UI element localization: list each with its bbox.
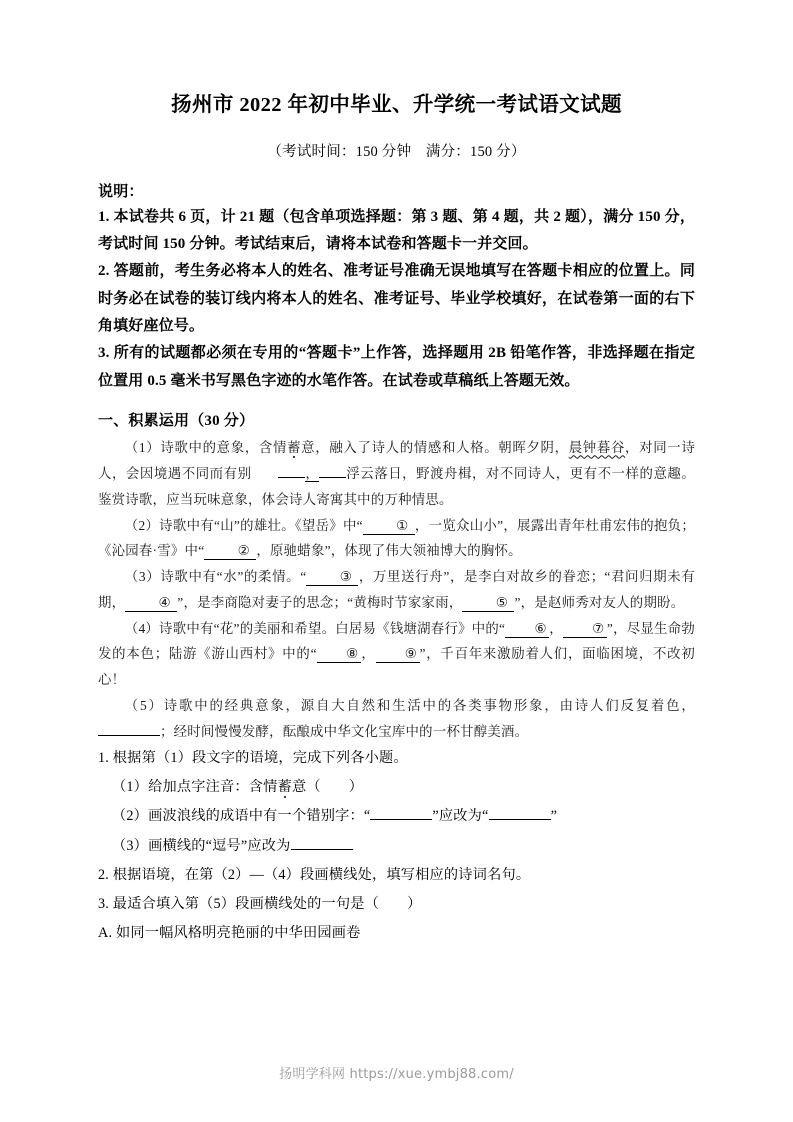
stem-3-part-b: ，万里送行舟”，是李白对故乡的眷恋；“君问归期未有期， [98,569,695,610]
page-title: 扬州市 2022 年初中毕业、升学统一考试语文试题 [171,94,622,116]
answer-blank-10[interactable] [98,735,160,736]
stem-2-part-b: ，一览众山小”，展露出青年杜甫宏伟的抱负；《沁园春·雪》中“ [98,517,695,559]
stem-paragraph-3 [98,564,695,615]
q1-sub1-part-c: ） [348,779,364,796]
stem-1-lead-part-a: （1）诗歌中的意象，含情 [124,440,288,456]
answer-blank-9[interactable]: ⑨ [376,646,420,663]
footer-watermark: 扬明学科网 https://xue.ymbj88.com/ [279,1067,514,1082]
stem-1-lead-part-b: 意，融入了诗人的情感和人格。朝晖夕阴， [301,440,569,456]
wavy-underlined-idiom: 晨钟暮谷 [568,440,626,456]
punctuation-answer-blank[interactable] [291,849,353,850]
section-heading-accumulation: 一、积累运用（30 分） [98,412,255,429]
blank-segment-left[interactable] [278,477,305,478]
stem-paragraph-1 [98,435,695,512]
stem-5-part-b: ；经时间慢慢发酵，酝酿成中华文化宝库中的一杯甘醇美酒。 [160,723,529,739]
question-1-sub-2 [98,802,695,831]
answer-blank-4[interactable]: ④ [125,595,177,612]
question-1-sub-3 [98,832,695,861]
notice-block [98,161,695,395]
q1-sub1-part-b: 意（ [291,779,321,796]
question-2-stem: 2. 根据语境，在第（2）—（4）段画横线处，填写相应的诗词名句。 [98,866,531,883]
stem-4-part-b: ， [549,620,563,636]
q1-sub2-part-c: ” [550,808,558,825]
stem-4-part-d: ， [360,646,376,662]
answer-blank-2[interactable]: ② [204,543,256,560]
notice-item-1: 1. 本试卷共 6 页，计 21 题（包含单项选择题：第 3 题、第 4 题，共 2 题），满分 150 分，考试时间 150 分钟。考试结束后，请将本试卷和答题卡一并交回。 [98,208,695,253]
answer-blank-6[interactable]: ⑥ [505,621,549,638]
question-3-option-a[interactable]: A. 如同一幅风格明亮艳丽的中华田园画卷 [98,924,361,941]
stem-3-part-d: ”，是赵师秀对友人的期盼。 [514,594,685,610]
question-1-stem: 1. 根据第（1）段文字的语境，完成下列各小题。 [98,750,408,767]
blank-with-comma[interactable] [252,461,346,487]
notice-label: 说明： [98,183,144,200]
stem-2-part-a: （2）诗歌中有“山”的雄壮。《望岳》中“ [124,517,363,533]
question-1-sub-1 [98,773,695,802]
stem-4-part-c: ”，尽显生命勃发的本色；陆游《游山西村》中的“ [98,620,695,662]
stem-3-part-a: （3）诗歌中有“水”的柔情。“ [124,569,307,585]
notice-item-3: 3. 所有的试题都必须在专用的“答题卡”上作答，选择题用 2B 铅笔作答，非选择题在指定位置用 0.5 毫米书写黑色字迹的水笔作答。在试卷或草稿纸上答题无效。 [98,345,695,389]
stem-5-part-a: （5）诗歌中的经典意象，源自大自然和生活中的各类事物形象，由诗人们反复着色， [124,697,695,713]
blank-segment-right[interactable] [319,477,346,478]
q1-emphasis-dot-char: 蓄 [277,779,292,796]
stem-1-tail: 浮云落日，野渡舟楫，对不同诗人，更有不一样的意趣。鉴赏诗歌，应当玩味意象，体会诗人寄寓其中的万种情思。 [98,466,695,507]
stem-2-part-c: ，原驰蜡象”，体现了伟大领袖博大的胸怀。 [256,543,522,559]
emphasis-dot-char: 蓄 [287,440,302,456]
q3-stem-part-b: ） [407,895,422,912]
question-3-stem [98,890,695,919]
stem-paragraph-4 [98,616,695,693]
answer-blank-3[interactable]: ③ [306,569,358,586]
answer-blank-7[interactable]: ⑦ [563,621,607,638]
q1-sub2-part-b: ”应改为“ [432,808,489,825]
stem-4-part-e: ”，千百年来激励着人们，面临困境，不改初心！ [98,646,695,688]
stem-paragraph-2 [98,513,695,564]
answer-blank-5[interactable]: ⑤ [462,595,514,612]
q3-stem-part-a: 3. 最适合填入第（5）段画横线处的一句是（ [98,895,380,912]
inline-comma-underlined: ， [305,466,319,482]
notice-item-2: 2. 答题前，考生务必将本人的姓名、准考证号准确无误地填写在答题卡相应的位置上。同时务必在试卷的装订线内将本人的姓名、准考证号、毕业学校填好，在试卷第一面的右下角填好座位号。 [98,263,695,335]
answer-blank-1[interactable]: ① [363,518,415,535]
q1-sub2-part-a: （2）画波浪线的成语中有一个错别字：“ [112,808,371,825]
stem-paragraph-5 [98,693,695,744]
stem-3-part-c: ”，是李商隐对妻子的思念；“黄梅时节家家雨， [177,594,463,610]
answer-blank-8[interactable]: ⑧ [317,646,361,663]
q1-sub3-part-a: （3）画横线的“逗号”应改为 [112,837,291,854]
correct-char-blank[interactable] [489,819,551,820]
q1-sub1-part-a: （1）给加点字注音：含情 [112,779,278,796]
stem-1-mid: ，对同一诗人，会因境遇不同而有别 [98,440,696,482]
wrong-char-blank[interactable] [370,819,432,820]
stem-4-part-a: （4）诗歌中有“花”的美丽和希望。白居易《钱塘湖春行》中的“ [124,620,506,636]
exam-meta-line: （考试时间：150 分钟 满分：150 分） [267,143,526,160]
